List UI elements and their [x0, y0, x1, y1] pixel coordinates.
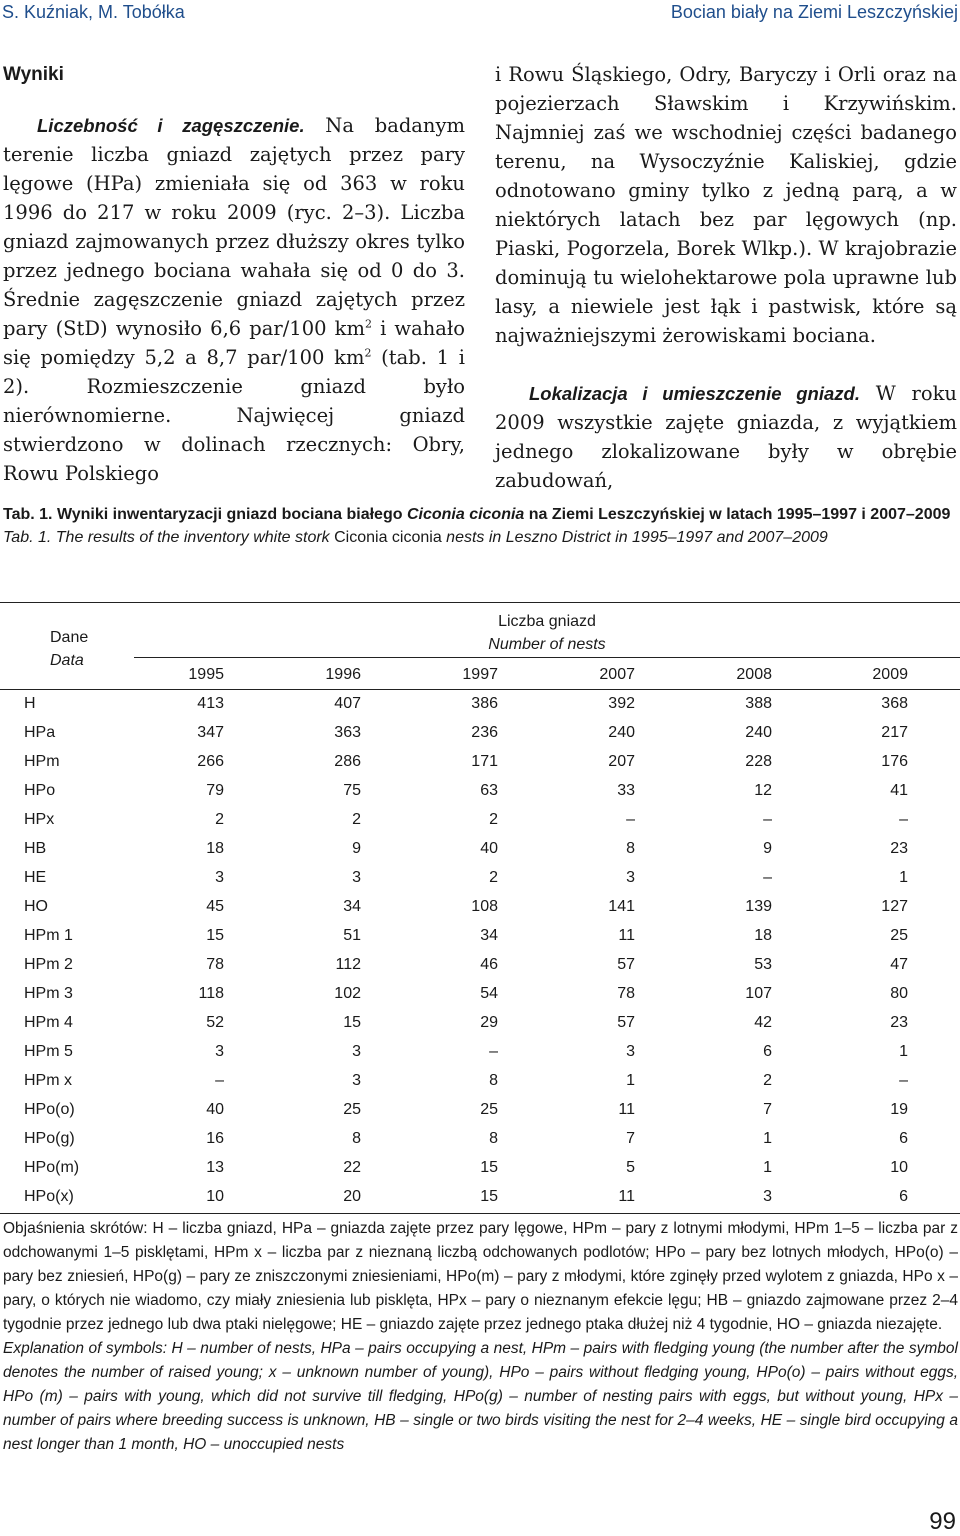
table-cell: 139 — [745, 897, 772, 915]
notes-polish: Objaśnienia skrótów: H – liczba gniazd, HPa – gniazda zajęte przez pary lęgowe, HPm – pary z lotnymi młodymi, HPm 1–5 – liczba par z odchowanymi 1–5 pisklętami, HPm x – liczba par z nieznaną liczbą odchowanych podlotów; HPo – pary bez lotnych młodych, HPo(o) – pary bez zniesień, HPo(g) – pary ze zniszczonymi zniesieniami, HPo(m) – pary z młodymi, które zginęły przed wylotem z gniazda, HPo x – pary, o których nie wiadomo, czy miały zniesienia lub pisklęta, HPx – pary o nieznanym efekcie lęgu; HB – gniazdo zajmowane przez 2–4 tygodnie przez jednego lub dwa ptaki nielęgowe; HE – gniazdo zajęte przez jednego ptaka dłużej niż 4 tygodnie, HO – gniazda niezajęte. — [3, 1220, 958, 1333]
table-row — [0, 747, 960, 776]
right-paragraph-2 — [495, 379, 957, 495]
caption-pl-species: Ciconia ciconia — [406, 506, 525, 523]
subheading-location: Lokalizacja i umieszczenie gniazd. — [529, 383, 860, 404]
table-row — [0, 805, 960, 834]
left-paragraph-text-c: (tab. 1 i 2). Rozmieszczenie gniazd było nierównomierne. Najwięcej gniazd stwierdzono w dolinach rzecznych: Obry, Rowu Polskiego — [3, 346, 465, 485]
row-label: H — [24, 694, 36, 712]
table-cell: 33 — [617, 781, 635, 799]
table-cell: 240 — [608, 723, 635, 741]
table-cell: 107 — [745, 984, 772, 1002]
left-paragraph-text-a: Na badanym terenie liczba gniazd zajętych przez pary lęgowe (HPa) zmieniała się od 363 w roku 1996 do 217 w roku 2009 (ryc. 2–3). Liczba gniazd zajmowanych przez dłuższy okres tylko przez jednego bociana wahała się od 0 do 3. Średnie zagęszczenie gniazd zajętych przez pary (StD) wynosiło 6,6 par/100 km — [3, 114, 465, 340]
table-cell: 9 — [352, 839, 361, 857]
table-cell: 22 — [343, 1158, 361, 1176]
table-cell: 52 — [206, 1013, 224, 1031]
table-cell: – — [489, 1042, 498, 1060]
table-cell: 12 — [754, 781, 772, 799]
row-label: HPx — [24, 810, 55, 828]
row-label: HPm 1 — [24, 926, 73, 944]
right-paragraph-2-text: W roku 2009 wszystkie zajęte gniazda, z wyjątkiem jednego zlokalizowane były w obrębie zabudowań, — [495, 382, 957, 492]
table-cell: 3 — [626, 868, 635, 886]
table-grid — [0, 660, 960, 1211]
row-label: HPm 3 — [24, 984, 73, 1002]
table-cell: 112 — [335, 955, 361, 973]
table-cell: 29 — [480, 1013, 498, 1031]
table-cell: 9 — [763, 839, 772, 857]
year-header: 1996 — [325, 665, 361, 683]
caption-pl-text-b: na Ziemi Leszczyńskiej w latach 1995–1997 i 2007–2009 — [524, 506, 951, 523]
table-cell: 207 — [608, 752, 635, 770]
row-label: HPm 5 — [24, 1042, 73, 1060]
left-column — [3, 60, 465, 488]
table-cell: – — [626, 810, 635, 828]
caption-en-species: Ciconia ciconia — [334, 529, 442, 546]
year-header: 1995 — [188, 665, 224, 683]
table-row — [0, 1095, 960, 1124]
caption-pl-text-a: Tab. 1. Wyniki inwentaryzacji gniazd bociana białego — [3, 506, 407, 523]
table-cell: 34 — [480, 926, 498, 944]
table-cell: 2 — [489, 868, 498, 886]
table-cell: 25 — [343, 1100, 361, 1118]
table-cell: 40 — [480, 839, 498, 857]
row-label: HPo(g) — [24, 1129, 75, 1147]
row-label: HPm 4 — [24, 1013, 73, 1031]
superscript-2b: 2 — [364, 346, 372, 360]
right-column — [495, 60, 957, 495]
table-cell: 347 — [197, 723, 224, 741]
table-cell: 11 — [618, 926, 635, 944]
table-cell: 2 — [215, 810, 224, 828]
table-row — [0, 979, 960, 1008]
caption-en-text-a: Tab. 1. The results of the inventory white stork — [3, 529, 335, 546]
row-label: HPo(o) — [24, 1100, 75, 1118]
table-cell: 388 — [745, 694, 772, 712]
table-cell: 47 — [890, 955, 908, 973]
table-row — [0, 834, 960, 863]
table-cell: 8 — [489, 1129, 498, 1147]
table-bottom-rule — [0, 1213, 960, 1214]
table-cell: – — [215, 1071, 224, 1089]
table-cell: 6 — [899, 1129, 908, 1147]
table-spanner-header — [134, 610, 960, 656]
subheading-density: Liczebność i zagęszczenie. — [37, 115, 305, 136]
table-cell: 78 — [617, 984, 635, 1002]
table-cell: 407 — [334, 694, 361, 712]
table-cell: 10 — [206, 1187, 224, 1205]
table-cell: 240 — [745, 723, 772, 741]
table-body — [0, 689, 960, 1211]
row-label: HB — [24, 839, 47, 857]
table-cell: 1 — [763, 1158, 772, 1176]
table-row — [0, 1124, 960, 1153]
table-cell: 1 — [763, 1129, 772, 1147]
table-cell: 2 — [763, 1071, 772, 1089]
table-cell: 16 — [206, 1129, 224, 1147]
spanner-header-pl: Liczba gniazd — [498, 613, 596, 630]
row-label: HPo(x) — [24, 1187, 74, 1205]
table-cell: 23 — [890, 839, 908, 857]
table-cell: 2 — [489, 810, 498, 828]
row-label: HE — [24, 868, 47, 886]
table-cell: 18 — [206, 839, 224, 857]
running-header — [0, 0, 960, 26]
table-cell: – — [763, 810, 772, 828]
table-cell: 57 — [617, 1013, 635, 1031]
row-label: HPm x — [24, 1071, 72, 1089]
table-cell: 368 — [881, 694, 908, 712]
table-cell: 42 — [754, 1013, 772, 1031]
table-row — [0, 1182, 960, 1211]
table-row — [0, 892, 960, 921]
section-heading: Wyniki — [3, 64, 64, 85]
table-row — [0, 689, 960, 718]
table-cell: 51 — [343, 926, 361, 944]
table-cell: 19 — [890, 1100, 908, 1118]
table-top-rule — [0, 602, 960, 603]
page-number: 99 — [929, 1508, 956, 1535]
table-row — [0, 863, 960, 892]
table-cell: 41 — [890, 781, 908, 799]
row-label: HPm — [24, 752, 60, 770]
table-cell: 141 — [608, 897, 635, 915]
table-cell: 1 — [626, 1071, 635, 1089]
table-cell: 75 — [343, 781, 361, 799]
table-cell: 20 — [343, 1187, 361, 1205]
table-cell: 3 — [215, 1042, 224, 1060]
row-label: HPm 2 — [24, 955, 73, 973]
table-cell: 217 — [881, 723, 908, 741]
table-cell: 1 — [899, 1042, 908, 1060]
stub-header-pl: Dane — [50, 629, 89, 646]
table-cell: 15 — [480, 1158, 498, 1176]
table-cell: 176 — [881, 752, 908, 770]
table-cell: 413 — [197, 694, 224, 712]
table-cell: 3 — [626, 1042, 635, 1060]
table-cell: 25 — [480, 1100, 498, 1118]
notes-english: Explanation of symbols: H – number of nests, HPa – pairs occupying a nest, HPm – pairs with fledging young (the number after the symbol denotes the number of raised young; x – unknown number of young), HPo – pairs without fledging young, HPo(o) – pairs without eggs, HPo (m) – pairs with young, which did not survive till fledging, HPo(g) – number of nesting pairs with eggs, but without young, HPx – number of pairs where breeding success is unknown, HB – single or two birds visiting the nest for 2–4 weeks, HE – single bird occupying a nest longer than 1 month, HO – unoccupied nests — [3, 1340, 958, 1453]
table-cell: 45 — [206, 897, 224, 915]
table-cell: 13 — [206, 1158, 224, 1176]
header-running-title: Bocian biały na Ziemi Leszczyńskiej — [670, 2, 958, 22]
row-label: HPo — [24, 781, 56, 799]
table-cell: 11 — [618, 1100, 635, 1118]
table-cell: 18 — [754, 926, 772, 944]
table-cell: 236 — [471, 723, 498, 741]
table-cell: 2 — [352, 810, 361, 828]
table-cell: 78 — [206, 955, 224, 973]
table-cell: 266 — [197, 752, 224, 770]
caption-en-text-b: nests in Leszno District in 1995–1997 and 2007–2009 — [441, 529, 828, 546]
table-cell: 3 — [763, 1187, 772, 1205]
table-cell: 228 — [745, 752, 772, 770]
caption-english — [3, 526, 958, 549]
table-caption — [3, 503, 958, 549]
table-cell: – — [763, 868, 772, 886]
table-cell: 108 — [471, 897, 498, 915]
table-cell: 15 — [480, 1187, 498, 1205]
table-cell: 363 — [334, 723, 361, 741]
table-cell: 118 — [198, 984, 224, 1002]
table-cell: 53 — [754, 955, 772, 973]
year-header: 2007 — [599, 665, 635, 683]
row-label: HO — [24, 897, 48, 915]
table-row — [0, 921, 960, 950]
table-cell: 5 — [626, 1158, 635, 1176]
table-cell: 7 — [626, 1129, 635, 1147]
year-header: 1997 — [462, 665, 498, 683]
table-cell: 3 — [352, 1042, 361, 1060]
spanner-header-en: Number of nests — [488, 636, 606, 653]
table-cell: 80 — [890, 984, 908, 1002]
table-row — [0, 718, 960, 747]
table-cell: 3 — [352, 868, 361, 886]
table-cell: 63 — [480, 781, 498, 799]
table-cell: – — [899, 810, 908, 828]
table-row — [0, 776, 960, 805]
table-cell: 127 — [881, 897, 908, 915]
caption-polish — [3, 503, 958, 526]
table-cell: 46 — [480, 955, 498, 973]
table-cell: 7 — [763, 1100, 772, 1118]
year-header: 2009 — [872, 665, 908, 683]
table-cell: 15 — [343, 1013, 361, 1031]
table-row — [0, 1153, 960, 1182]
table-cell: 6 — [763, 1042, 772, 1060]
table-row — [0, 950, 960, 979]
table-cell: 57 — [617, 955, 635, 973]
year-header: 2008 — [736, 665, 772, 683]
table-row — [0, 1008, 960, 1037]
table-cell: 40 — [206, 1100, 224, 1118]
year-header-row — [0, 660, 960, 689]
table-cell: 10 — [890, 1158, 908, 1176]
table-cell: 25 — [890, 926, 908, 944]
row-label: HPo(m) — [24, 1158, 80, 1176]
table-notes — [3, 1217, 958, 1457]
table-span-rule — [134, 657, 960, 658]
table-cell: 54 — [480, 984, 498, 1002]
table-cell: 392 — [608, 694, 635, 712]
table-cell: 3 — [352, 1071, 361, 1089]
table-cell: 6 — [899, 1187, 908, 1205]
row-label: HPa — [24, 723, 56, 741]
stub-header-en: Data — [50, 652, 84, 669]
table-row — [0, 1066, 960, 1095]
table-cell: 171 — [471, 752, 498, 770]
left-paragraph — [3, 111, 465, 488]
table-cell: 15 — [206, 926, 224, 944]
table-cell: 11 — [618, 1187, 635, 1205]
table-cell: 34 — [343, 897, 361, 915]
table-cell: 386 — [471, 694, 498, 712]
table-cell: 8 — [626, 839, 635, 857]
table-cell: 286 — [334, 752, 361, 770]
header-authors: S. Kuźniak, M. Tobółka — [2, 2, 185, 22]
left-paragraph-text-b: i wahało się pomiędzy 5,2 a 8,7 par/100 km — [3, 317, 465, 369]
table-cell: 3 — [215, 868, 224, 886]
table-cell: 1 — [899, 868, 908, 886]
table-cell: 79 — [206, 781, 224, 799]
table-cell: 8 — [352, 1129, 361, 1147]
right-paragraph-1: i Rowu Śląskiego, Odry, Baryczy i Orli oraz na pojezierzach Sławskim i Krzywińskim. Najmniej zaś we wschodniej części badanego terenu, na Wysoczyźnie Kaliskiej, gdzie odnotowano gminy tylko z jedną parą, a w niektórych latach bez par lęgowych (np. Piaski, Pogorzela, Borek Wlkp.). W krajobrazie dominują tu wielohektarowe pola uprawne lub lasy, a niewiele jest łąk i pastwisk, które są najważniejszymi żerowiskami bociana. — [495, 63, 957, 347]
table-row — [0, 1037, 960, 1066]
table-cell: 8 — [489, 1071, 498, 1089]
table-cell: 102 — [334, 984, 361, 1002]
table-cell: 23 — [890, 1013, 908, 1031]
table-cell: – — [899, 1071, 908, 1089]
superscript-2a: 2 — [364, 317, 372, 331]
